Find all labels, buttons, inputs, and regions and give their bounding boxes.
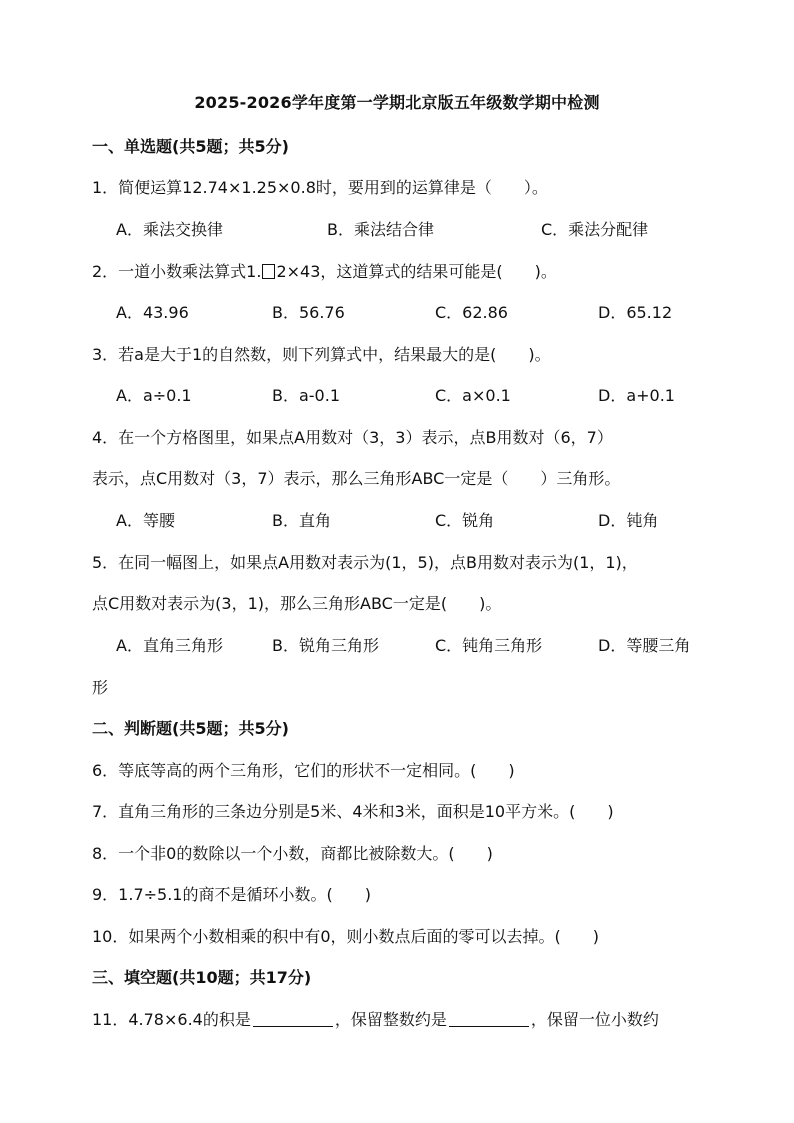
question-2-stem [92,261,557,283]
question-11-post: ，保留一位小数约 [530,1010,659,1029]
question-2-stem-post: 2×43，这道算式的结果可能是( )。 [276,262,557,281]
question-2-option-b: B．56.76 [272,303,345,322]
question-2-option-a: A．43.96 [116,303,189,322]
question-4-option-c: C．锐角 [435,511,495,530]
question-10: 10．如果两个小数相乘的积中有0，则小数点后面的零可以去掉。( ) [92,927,600,946]
question-5-option-c: C．钝角三角形 [435,636,543,655]
question-4-stem-line-2: 表示，点C用数对（3，7）表示，那么三角形ABC一定是（ ）三角形。 [92,469,621,488]
question-4-option-b: B．直角 [272,511,331,530]
question-6: 6．等底等高的两个三角形，它们的形状不一定相同。( ) [92,761,515,780]
question-4-option-a: A．等腰 [116,511,175,530]
question-3-option-a: A．a÷0.1 [116,386,192,405]
question-11-mid: ，保留整数约是 [334,1010,447,1029]
question-2-option-d: D．65.12 [598,303,673,322]
question-3-stem: 3．若a是大于1的自然数，则下列算式中，结果最大的是( )。 [92,345,551,364]
blank-box-icon [262,264,275,279]
question-2-option-c: C．62.86 [435,303,508,322]
question-11-pre: 11．4.78×6.4的积是 [92,1010,251,1029]
question-8: 8．一个非0的数除以一个小数，商都比被除数大。( ) [92,844,493,863]
question-5-option-a: A．直角三角形 [116,636,223,655]
section-heading-fill-blank: 三、填空题(共10题；共17分) [92,968,312,987]
question-5-stem-line-2: 点C用数对表示为(3，1)，那么三角形ABC一定是( )。 [92,594,502,613]
page-title: 2025-2026学年度第一学期北京版五年级数学期中检测 [194,93,600,112]
question-7: 7．直角三角形的三条边分别是5米、4米和3米，面积是10平方米。( ) [92,802,614,821]
question-11 [92,1009,659,1031]
answer-blank-2[interactable] [449,1010,529,1027]
section-heading-true-false: 二、判断题(共5题；共5分) [92,719,289,738]
question-4-option-d: D．钝角 [598,511,659,530]
question-5-stem-line-1: 5．在同一幅图上，如果点A用数对表示为(1，5)，点B用数对表示为(1，1)， [92,553,638,572]
question-3-option-c: C．a×0.1 [435,386,511,405]
question-9: 9．1.7÷5.1的商不是循环小数。( ) [92,885,371,904]
question-3-option-d: D．a+0.1 [598,386,675,405]
question-1-option-b: B．乘法结合律 [327,220,434,239]
question-1-stem: 1．简便运算12.74×1.25×0.8时，要用到的运算律是（ ）。 [92,178,548,197]
question-2-stem-pre: 2．一道小数乘法算式1. [92,262,262,281]
section-heading-single-choice: 一、单选题(共5题；共5分) [92,137,289,156]
question-3-option-b: B．a-0.1 [272,386,341,405]
question-4-stem-line-1: 4．在一个方格图里，如果点A用数对（3，3）表示，点B用数对（6，7） [92,428,613,447]
question-1-option-a: A．乘法交换律 [116,220,223,239]
answer-blank-1[interactable] [253,1010,333,1027]
question-5-option-d: D．等腰三角 [598,636,691,655]
question-1-option-c: C．乘法分配律 [541,220,649,239]
question-5-option-b: B．锐角三角形 [272,636,379,655]
question-5-option-d-wrap: 形 [92,678,109,697]
